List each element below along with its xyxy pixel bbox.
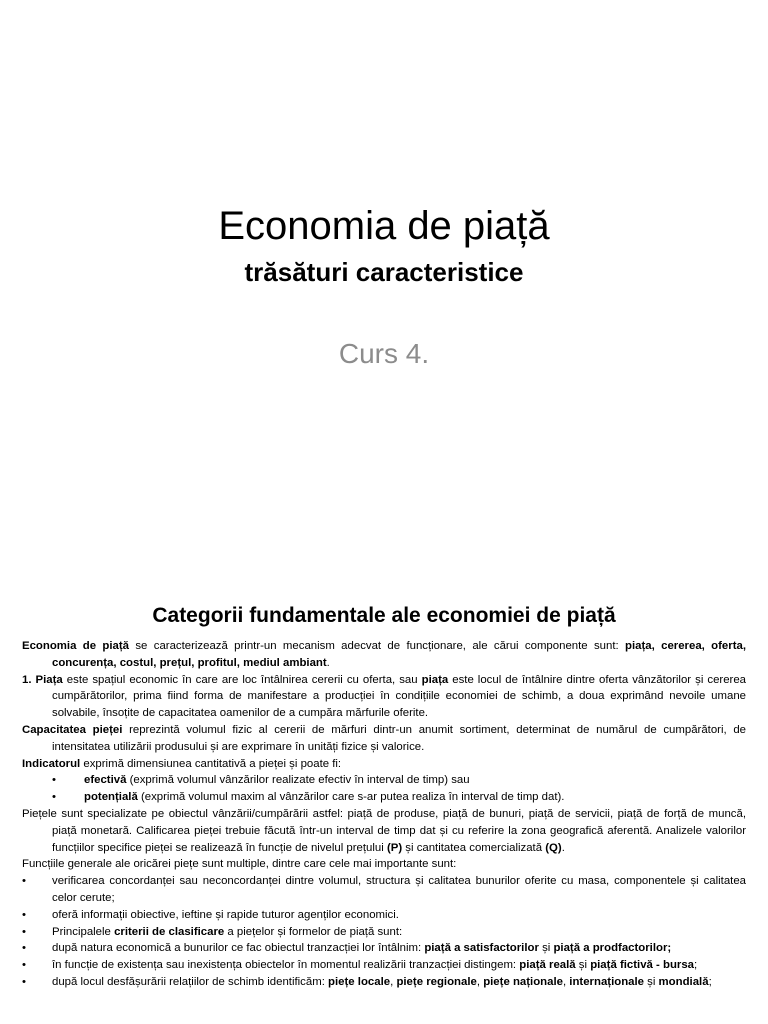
text: după locul desfășurării relațiilor de schimb identificăm: (52, 975, 329, 988)
paragraph-definition (22, 638, 746, 672)
term: mondială (658, 975, 709, 988)
text: verificarea concordanței sau neconcordanței dintre volumul, structura și calitatea bunurilor oferite cu masa, componentele și calitatea celor cerute; (52, 875, 746, 904)
slide-title: Categorii fundamentale ale economiei de piață (152, 604, 616, 627)
course-label: Curs 4. (338, 338, 430, 369)
main-title: Economia de piață (218, 204, 550, 248)
text: ; (694, 959, 698, 972)
text: în funcție de existența sau inexistența obiectelor în momentul realizării tranzacției distingem: (52, 959, 520, 972)
bullet-icon: • (22, 908, 26, 921)
text: , (476, 975, 484, 988)
term: (Q) (545, 841, 562, 854)
text: și cantitatea comercializată (402, 841, 546, 854)
term: Economia de piață (22, 640, 130, 652)
paragraph-functions: Funcțiile generale ale oricărei piețe sunt multiple, dintre care cele mai importante sunt: (22, 858, 457, 871)
subtitle: trăsături caracteristice (244, 257, 524, 287)
slide-body (22, 638, 746, 991)
text: și (575, 959, 591, 972)
term: efectivă (84, 774, 127, 787)
list-item (22, 940, 746, 957)
text: reprezintă volumul fizic al cererii de mărfuri dintr-un anumit sortiment, determinat de numărul de cumpărători, de intensitatea utilizării produsului și are exprimare în unități fizice și valorice. (52, 723, 746, 753)
content-slide (0, 560, 768, 1024)
bullet-icon: • (22, 925, 26, 938)
term: piețe regionale (396, 975, 477, 988)
text: , (390, 975, 397, 988)
bullet-icon: • (22, 975, 26, 988)
term: piață a satisfactorilor (424, 942, 539, 955)
term: internaționale (569, 975, 644, 988)
bullet-icon: • (52, 791, 56, 804)
term: piață a prodfactorilor; (553, 942, 672, 955)
term: piețe locale (328, 975, 391, 988)
text: ; (708, 975, 712, 988)
text: oferă informații obiective, ieftine și rapide tuturor agenților economici. (52, 908, 399, 921)
list-item (22, 974, 746, 991)
text: Piețele sunt specializate pe obiectul vânzării/cumpărării astfel: piață de produse, piață de bunuri, piață de servicii, piață de forță de muncă, piață monetară. Calificarea pieței trebuie făcută într-un interval de timp dat și cu referire la zona geografică aferentă. Analizele valorilor funcțiilor specifice pieței se realizează în funcție de nivelul prețului (22, 807, 746, 854)
text: și (643, 975, 659, 988)
term: Indicatorul (22, 757, 81, 770)
term: piața, cererea, oferta, concurența, costul, prețul, profitul, mediul ambiant (52, 640, 746, 669)
term: piață fictivă - bursa (590, 959, 694, 972)
term: 1. Piața (22, 673, 63, 686)
bullet-icon: • (52, 774, 56, 787)
term: potențială (84, 791, 138, 804)
text: Principalele (52, 925, 115, 938)
text: exprimă dimensiunea cantitativă a pieței și poate fi: (80, 757, 342, 770)
text: , (562, 975, 570, 988)
text: . (561, 841, 565, 854)
list-item (22, 924, 746, 941)
paragraph-indicator (22, 756, 746, 773)
list-item (22, 907, 746, 924)
text: (exprimă volumul vânzărilor realizate efectiv în interval de timp) sau (126, 774, 470, 787)
list-item (22, 789, 746, 806)
list-item (22, 772, 746, 789)
text: se caracterizează printr-un mecanism adecvat de funcționare, ale cărui componente sunt: (129, 640, 626, 652)
bullet-icon: • (22, 959, 26, 972)
term: piață reală (519, 959, 576, 972)
text: și (538, 942, 554, 955)
term: piețe naționale (483, 975, 563, 988)
bullet-icon: • (22, 875, 26, 888)
term: Capacitatea pieței (22, 723, 123, 736)
text: este spațiul economic în care are loc întâlnirea cererii cu oferta, sau (62, 673, 422, 686)
list-item (22, 957, 746, 974)
term: criterii de clasificare (114, 925, 225, 938)
list-item (22, 873, 746, 907)
text: a piețelor și formelor de piață sunt: (224, 925, 403, 938)
paragraph-capacity (22, 722, 746, 756)
term: (P) (386, 841, 403, 854)
term: piața (421, 673, 449, 686)
text: după natura economică a bunurilor ce fac obiectul tranzacției lor întâlnim: (52, 942, 425, 955)
text: (exprimă volumul maxim al vânzărilor care s-ar putea realiza în interval de timp dat). (137, 791, 565, 804)
text: este locul de întâlnire dintre oferta vânzătorilor și cererea cumpărătorilor, prima fiind forma de manifestare a producției în condițiile economiei de schimb, a doua exprimând nevoile umane solvabile, însoțite de capacitatea oamenilor de a cumpăra mărfurile oferite. (52, 673, 746, 720)
paragraph-specialization (22, 806, 746, 856)
text: . (326, 656, 330, 669)
bullet-icon: • (22, 942, 26, 955)
paragraph-market (22, 672, 746, 722)
